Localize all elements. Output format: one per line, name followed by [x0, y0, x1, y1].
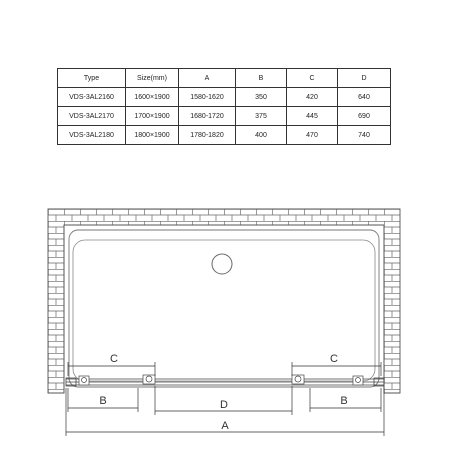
- cell-d: 690: [338, 107, 391, 126]
- left-roller-icon: [79, 375, 155, 385]
- header-type: Type: [58, 69, 126, 88]
- cell-size: 1600×1900: [126, 88, 179, 107]
- cell-type: VDS-3AL2170: [58, 107, 126, 126]
- header-size: Size(mm): [126, 69, 179, 88]
- cell-c: 445: [287, 107, 338, 126]
- label-b-left: B: [99, 395, 107, 407]
- cell-d: 640: [338, 88, 391, 107]
- cell-b: 400: [236, 126, 287, 145]
- label-c-right: C: [330, 353, 338, 365]
- cell-a: 1580-1620: [179, 88, 236, 107]
- cell-a: 1680-1720: [179, 107, 236, 126]
- header-b: B: [236, 69, 287, 88]
- header-d: D: [338, 69, 391, 88]
- header-c: C: [287, 69, 338, 88]
- cell-size: 1700×1900: [126, 107, 179, 126]
- brick-wall: [48, 209, 400, 393]
- label-b-right: B: [340, 395, 348, 407]
- cell-type: VDS-3AL2180: [58, 126, 126, 145]
- cell-size: 1800×1900: [126, 126, 179, 145]
- cell-a: 1780-1820: [179, 126, 236, 145]
- cell-type: VDS-3AL2160: [58, 88, 126, 107]
- door-rails: [66, 378, 384, 386]
- cell-b: 350: [236, 88, 287, 107]
- label-d: D: [220, 399, 228, 411]
- cell-c: 470: [287, 126, 338, 145]
- drain-icon: [212, 254, 232, 274]
- cell-c: 420: [287, 88, 338, 107]
- wall-inner-line: [64, 225, 384, 393]
- header-a: A: [179, 69, 236, 88]
- label-c-left: C: [110, 353, 118, 365]
- right-roller-icon: [292, 375, 363, 385]
- cell-b: 375: [236, 107, 287, 126]
- label-a: A: [221, 420, 229, 432]
- cell-d: 740: [338, 126, 391, 145]
